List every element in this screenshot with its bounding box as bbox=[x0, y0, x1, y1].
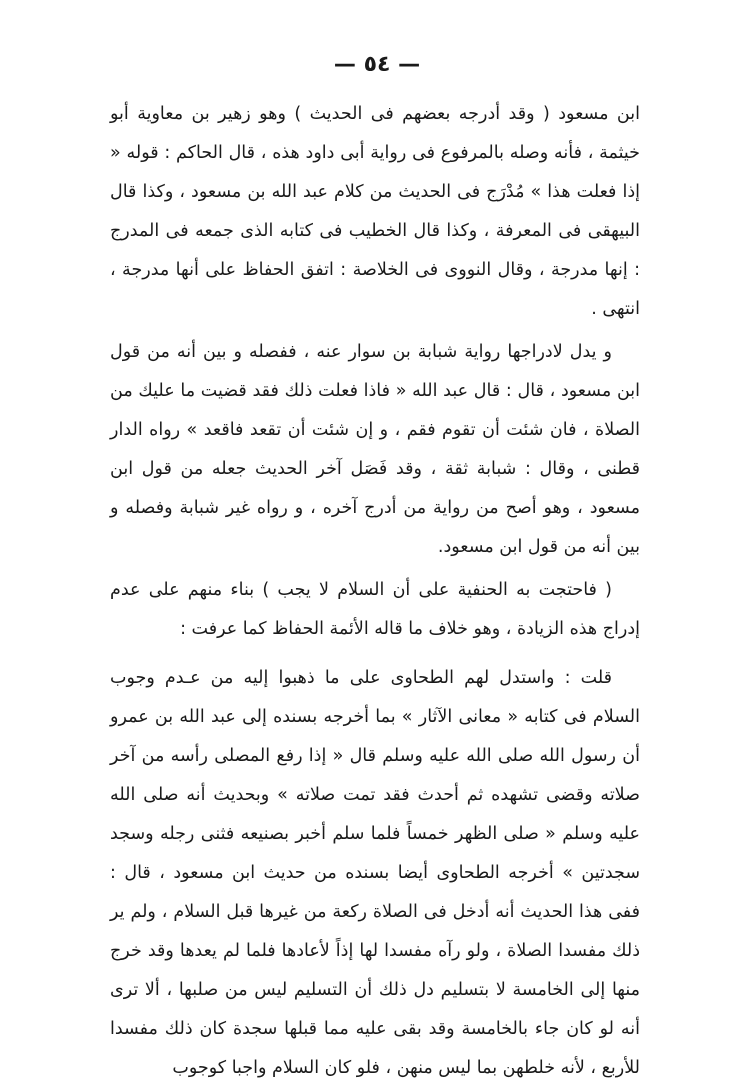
paragraph-3: ( فاحتجت به الحنفية على أن السلام لا يجب ) بناء منهم على عدم إدراج هذه الزيادة ، وهو خلاف ما قاله الأئمة الحفاظ كما عرفت : bbox=[110, 580, 640, 639]
paragraph-4: قلت : واستدل لهم الطحاوى على ما ذهبوا إليه من عـدم وجوب السلام فى كتابه « معانى الآثار » بما أخرجه بسنده إلى عبد الله بن عمرو أن رسول الله صلى الله عليه وسلم قال « إذا رفع المصلى رأسه من آخر صلاته وقضى تشهده ثم أحدث فقد تمت صلاته » وبحديث أنه صلى الله عليه وسلم « صلى الظهر خمساً فلما سلم أخبر بصنيعه فثنى رجله وسجد سجدتين » أخرجه الطحاوى أيضا بسنده من حديث ابن مسعود ، قال : ففى هذا الحديث أنه أدخل فى الصلاة ركعة من غيرها قبل السلام ، ولم ير ذلك مفسدا الصلاة ، ولو رآه مفسدا لها إذاً لأعادها فلما لم يعدها وقد خرج منها إلى الخامسة لا بتسليم دل ذلك أن التسليم ليس من صلبها ، ألا ترى أنه لو كان جاء بالخامسة وقد بقى عليه مما قبلها سجدة كان ذلك مفسدا للأربع ، لأنه خلطهن بما ليس منهن ، فلو كان السلام واجبا كوجوب bbox=[110, 668, 640, 1078]
page-number: — ٥٤ — bbox=[333, 52, 421, 77]
paragraph-1: ابن مسعود ( وقد أدرجه بعضهم فى الحديث ) وهو زهير بن معاوية أبو خيثمة ، فأنه وصله بالمرفوع فى رواية أبى داود هذه ، قال الحاكم : قوله « إذا فعلت هذا » مُدْرَج فى الحديث من كلام عبد الله بن مسعود ، وكذا قال البيهقى فى المعرفة ، وكذا قال الخطيب فى كتابه الذى جمعه فى المدرج : إنها مدرجة ، وقال النووى فى الخلاصة : اتفق الحفاظ على أنها مدرجة ، انتهى . bbox=[110, 104, 640, 319]
page-body bbox=[110, 95, 640, 1092]
paragraph-2: و يدل لادراجها رواية شبابة بن سوار عنه ، ففصله و بين أنه من قول ابن مسعود ، قال : قال عبد الله « فاذا فعلت ذلك فقد قضيت ما عليك من الصلاة ، فان شئت أن تقوم فقم ، و إن شئت أن تقعد فاقعد » رواه الدار قطنى ، وقال : شبابة ثقة ، وقد فَصَل آخر الحديث جعله من قول ابن مسعود ، وهو أصح من رواية من أدرج آخره ، و رواه غير شبابة وفصله و بين أنه من قول ابن مسعود. bbox=[110, 342, 640, 557]
